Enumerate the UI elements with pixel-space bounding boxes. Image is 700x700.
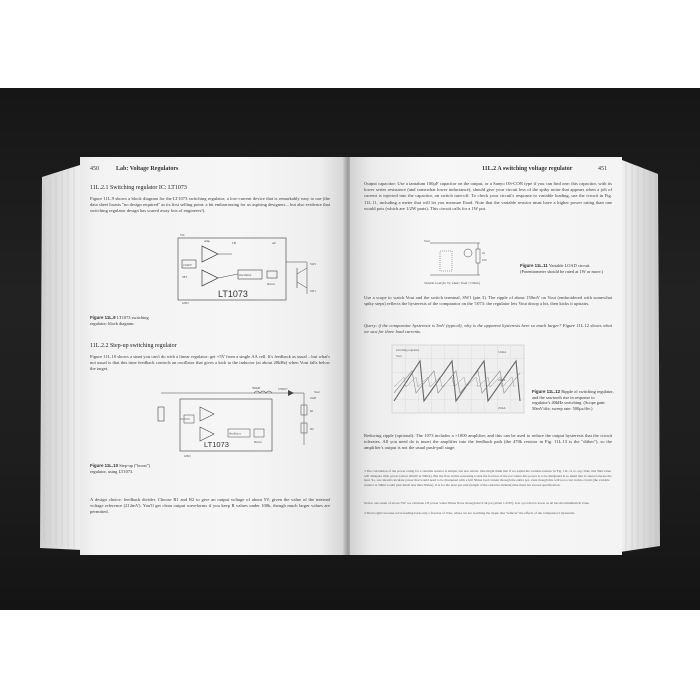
diagram-label: Amp bbox=[204, 239, 210, 243]
caption-text: Ripple of switching regulator, and the sawtooth rise in response to regulator's 40kHz switching. (Scope gain: 50mV/div, sweep rate: 500μs/div.) bbox=[532, 389, 614, 411]
caption-label: Figure 11L.10 bbox=[90, 463, 119, 468]
diagram-label: A0 bbox=[272, 241, 276, 245]
caption-label: Figure 11L.12 bbox=[532, 389, 561, 394]
diagram-label: Driver bbox=[267, 282, 275, 286]
caption-label: Figure 11L.11 bbox=[520, 263, 548, 268]
right-page bbox=[350, 157, 622, 555]
variable-load-figure bbox=[420, 239, 520, 289]
caption-text: LT1073 switching regulator: block diagram. bbox=[90, 315, 149, 326]
trace-label: 5.0mA bbox=[498, 350, 507, 354]
paragraph: Figure 11L.9 shows a block diagram for the LT1073 switching regulator, a low-current device that is remarkably easy to use (the data sheet boasts "no design required" as its first selling point: a bit embarrassing for us aspiring designers – but also evidence that switching regulator design has scared away lots of engineers!). bbox=[90, 196, 330, 214]
caption-text: Step-up ("boost") regulator, using LT1073. bbox=[90, 463, 150, 474]
paragraph: Use a scope to watch Vout and the switch terminal, SW1 (pin 3). The ripple of about 150mV on Vout (embroidered with somewhat spiky steps) reflects the hysteresis of the comparator on the '1073: the regulator lets Vout droop a bit, then kicks it upstairs. bbox=[364, 295, 612, 307]
page-number: 450 bbox=[90, 166, 99, 172]
diagram-label: Driver bbox=[254, 440, 262, 444]
right-page-stack bbox=[620, 160, 660, 552]
running-head: Lab: Voltage Regulators bbox=[116, 166, 179, 172]
diagram-label: Oscillator bbox=[229, 431, 241, 436]
diagram-label: SW1 bbox=[310, 289, 316, 293]
page-number: 451 bbox=[598, 166, 607, 172]
trace-label: switching regulator bbox=[396, 348, 420, 352]
figure-caption bbox=[90, 315, 166, 326]
diagram-label: 22uF bbox=[310, 396, 317, 400]
trace-label: Vout bbox=[396, 354, 402, 358]
paragraph: Figure 11L.10 shows a stunt you can't do with a linear regulator: get +5V from a single AA cell. It's feedback as usual – but what's not usual is that this time feedback controls an oscillator that gives a kick to the inductor (at about 20kHz) when Vout falls below the target. bbox=[90, 354, 330, 372]
diagram-label: 212mV bbox=[183, 263, 192, 267]
diagram-label: GND bbox=[184, 454, 191, 458]
diagram-label: Vin bbox=[180, 233, 185, 237]
diagram-label: Oscillator bbox=[239, 273, 252, 277]
figure-caption bbox=[520, 263, 608, 274]
figure-caption bbox=[90, 463, 150, 474]
diagram-label: LB bbox=[232, 241, 236, 245]
left-page bbox=[80, 157, 346, 555]
figure-caption bbox=[532, 389, 614, 411]
left-page-stack bbox=[40, 165, 82, 550]
boost-regulator-figure bbox=[154, 385, 334, 465]
diagram-label: Vout bbox=[314, 390, 320, 394]
trace-label: 25mA bbox=[498, 406, 506, 410]
block-diagram-figure bbox=[172, 232, 332, 307]
query-paragraph: Query: if the comparator hysteresis is 5mV (typical), why is the apparent hysteresis here so much larger? Figure 11L.12 shows what we saw for three load currents. bbox=[364, 323, 612, 335]
diagram-label: 1N5817 bbox=[278, 387, 288, 391]
diagram-label: Variable Load (for 5V, when?, Iload <=50mA) bbox=[424, 281, 480, 285]
section-heading: 11L.2.2 Step-up switching regulator bbox=[90, 343, 177, 349]
diagram-label: 1k bbox=[482, 251, 485, 255]
footnote: 4 That's right: because we're feeding back only a fraction of Vout, where we are watching the ripple that "reflects" the effects of the comparator's hysteresis. bbox=[364, 511, 576, 515]
chip-label: LT1073 bbox=[218, 289, 248, 299]
diagram-label: 390uH bbox=[252, 386, 261, 390]
chip-label: LT1073 bbox=[204, 440, 229, 449]
diagram-label: R1 bbox=[310, 409, 314, 413]
trace-label: 10mA bbox=[498, 378, 506, 382]
diagram-label: Vout bbox=[424, 239, 430, 243]
paragraph: A design choice: feedback divider. Choose R1 and R2 to give an output voltage of about 5V, given the value of the internal voltage reference (212mV). You'll get clean output waveforms if you keep R values under 100k, though much larger values are permitted. bbox=[90, 497, 330, 515]
diagram-label: SET bbox=[182, 275, 188, 279]
section-heading: 11L.2.1 Switching regulator IC: LT1073 bbox=[90, 185, 187, 191]
diagram-label: R2 bbox=[310, 427, 314, 431]
footnote: Notice one result of above 5W: we calculate 1/8 power when 50mA flows through the 0.5k pot (about 1.25W). Use a pot that is lower as all has the minimum R value. bbox=[364, 501, 590, 505]
running-head: 11L.2 A switching voltage regulator bbox=[482, 166, 573, 172]
diagram-label: 100 bbox=[482, 258, 487, 262]
caption-text: Variable LOAD circuit. (Potentiometer should be rated at 1W or more.) bbox=[520, 263, 604, 274]
footnote: 3 The calculation of the power rating for a variable resistor is simple, but also subtle. One might think that if we adjust the variable resistor in Fig. 11L.11 to, say, 50Ω, this 50Ω value will dissipate little power (about 20mW at 50mA). But the flaw in this reasoning is that the fraction of the pot where this power is to be dissipated is so small that it cannot tolerate the heat. So, one should calculate power that would need to be dissipated with a full 50mA load current through the entire pot, even though this will not occur in this circuit (the variable resistor at 500Ω would pass much less than 50mA). It is for the least pot-unit (length of the resistive element) that must not exceed specification. bbox=[364, 469, 612, 487]
paragraph: Reducing ripple (optional): The 1073 includes a ×1000 amplifier, and this can be used to reduce the output hysteresis that the circuit tolerates. All you need do is insert the amplifier into the feedback path (the 470k resistor in Fig. 11L.13 is the "dither"), so the amplifier's output is not the usual push-pull stage. bbox=[364, 433, 612, 451]
paragraph: Output capacitor: Use a tantalum 100μF capacitor on the output, or a Sanyo OS-CON type if you can find one; this capacitor, with its lower series resistance (and somewhat lower inductance), should give your circuit less of the spiky noise that appears when a jolt of current is injected into the capacitor, on switch turn-off. To check your circuit's response to variable loading, use the circuit in Fig. 11L.11, including a meter that will let you measure Iload. Note that the variable resistor must have a higher power rating than one would pots (which are 1/2W parts). This circuit calls for a 1W pot. bbox=[364, 181, 612, 211]
diagram-label: GND bbox=[182, 301, 189, 305]
caption-label: Figure 11L.9 bbox=[90, 315, 116, 320]
scope-trace-figure bbox=[390, 343, 526, 415]
diagram-label: SW2 bbox=[310, 262, 316, 266]
